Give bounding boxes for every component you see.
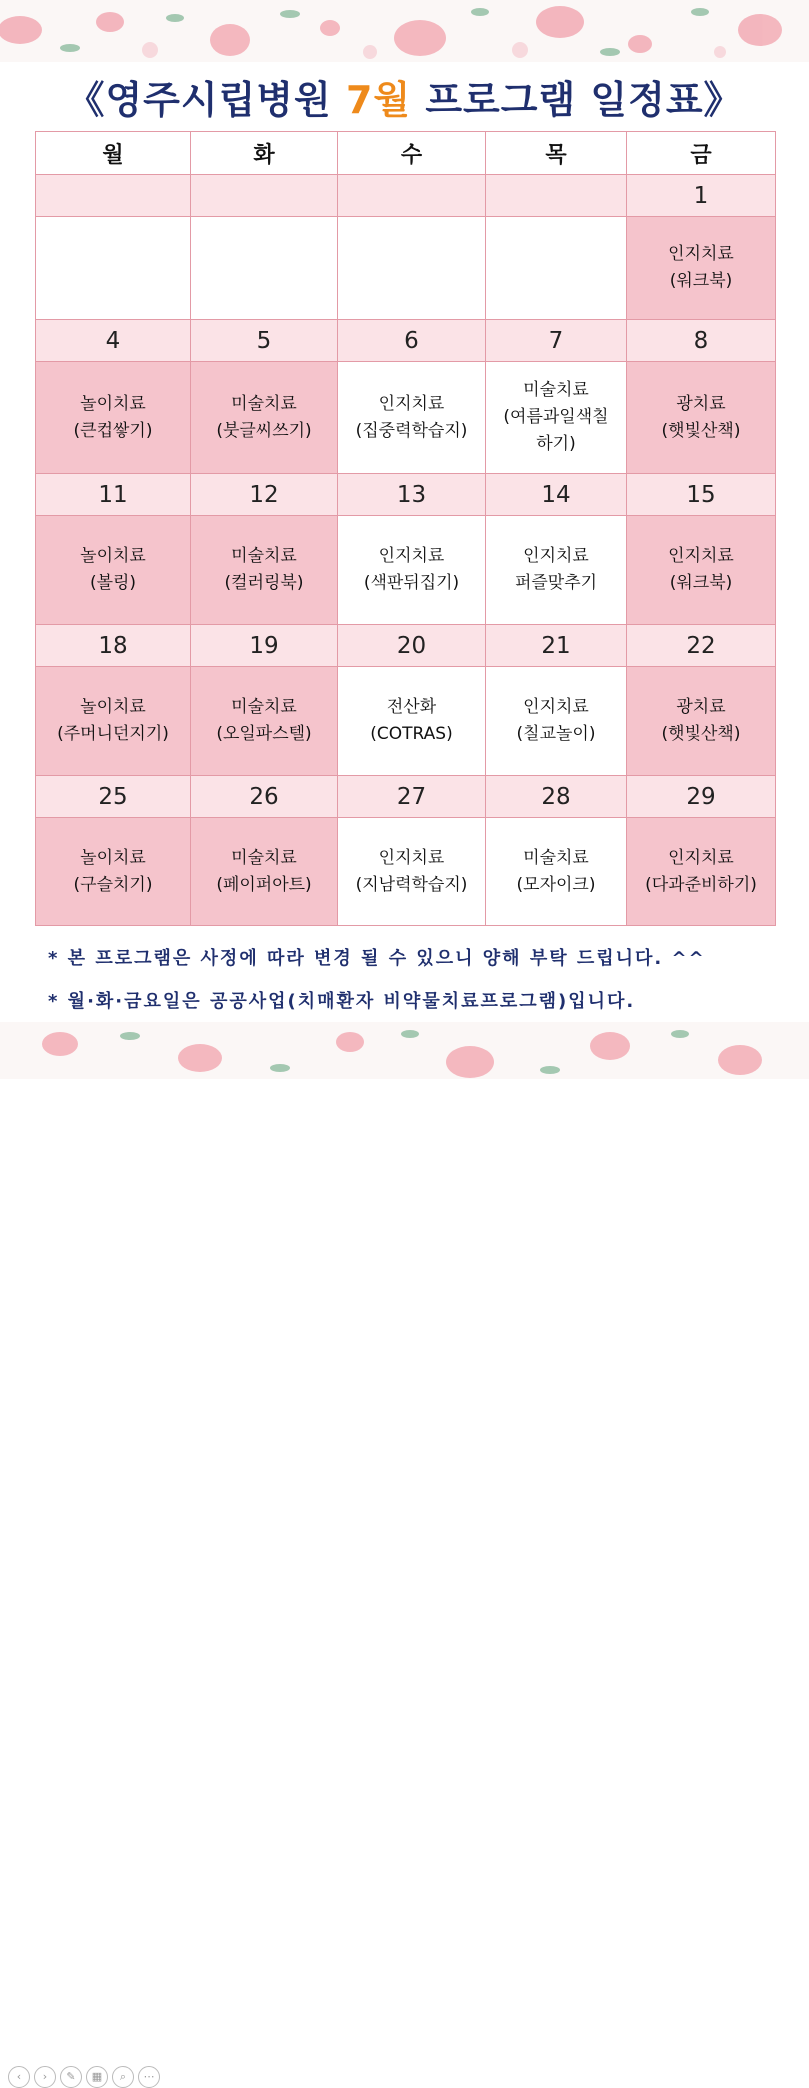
weekday-tue: 화 xyxy=(191,132,338,175)
date-cell: 15 xyxy=(627,474,776,516)
program-row xyxy=(36,362,776,474)
program-cell: 놀이치료 (주머니던지기) xyxy=(36,667,191,776)
date-cell: 11 xyxy=(36,474,191,516)
program-cell: 인지치료 (다과준비하기) xyxy=(627,818,776,926)
program-cell: 인지치료 (지남력학습지) xyxy=(338,818,486,926)
date-cell xyxy=(486,175,627,217)
date-cell: 19 xyxy=(191,625,338,667)
weekday-mon: 월 xyxy=(36,132,191,175)
program-cell xyxy=(36,217,191,320)
program-cell: 인지치료 (집중력학습지) xyxy=(338,362,486,474)
title-suffix: 프로그램 일정표》 xyxy=(411,78,743,122)
floral-footer-band xyxy=(0,1022,809,2083)
program-row xyxy=(36,818,776,926)
program-cell: 전산화 (COTRAS) xyxy=(338,667,486,776)
date-cell: 6 xyxy=(338,320,486,362)
program-cell: 인지치료 (워크북) xyxy=(627,217,776,320)
date-cell: 7 xyxy=(486,320,627,362)
date-cell: 13 xyxy=(338,474,486,516)
date-cell: 28 xyxy=(486,776,627,818)
weekday-header-row xyxy=(36,132,776,175)
date-cell: 4 xyxy=(36,320,191,362)
slide-controls xyxy=(8,2066,160,2088)
date-cell: 21 xyxy=(486,625,627,667)
program-cell: 놀이치료 (큰컵쌓기) xyxy=(36,362,191,474)
program-cell: 미술치료 (여름과일색칠 하기) xyxy=(486,362,627,474)
grid-icon[interactable]: ▦ xyxy=(86,2066,108,2088)
date-cell: 8 xyxy=(627,320,776,362)
date-cell: 14 xyxy=(486,474,627,516)
program-cell: 미술치료 (붓글씨쓰기) xyxy=(191,362,338,474)
date-cell: 27 xyxy=(338,776,486,818)
program-cell: 미술치료 (오일파스텔) xyxy=(191,667,338,776)
date-row xyxy=(36,776,776,818)
date-cell: 29 xyxy=(627,776,776,818)
program-cell: 광치료 (햇빛산책) xyxy=(627,667,776,776)
next-icon[interactable]: › xyxy=(34,2066,56,2088)
program-cell: 인지치료 (워크북) xyxy=(627,516,776,625)
weekday-thu: 목 xyxy=(486,132,627,175)
zoom-icon[interactable]: ⌕ xyxy=(112,2066,134,2088)
program-cell xyxy=(486,217,627,320)
more-icon[interactable]: ⋯ xyxy=(138,2066,160,2088)
program-cell: 미술치료 (컬러링북) xyxy=(191,516,338,625)
date-cell: 20 xyxy=(338,625,486,667)
floral-decoration-top xyxy=(0,0,809,62)
date-cell: 1 xyxy=(627,175,776,217)
title-prefix: 《영주시립병원 xyxy=(66,78,346,122)
program-row xyxy=(36,516,776,625)
weekday-wed: 수 xyxy=(338,132,486,175)
floral-header-band xyxy=(0,0,809,62)
date-row xyxy=(36,625,776,667)
date-row xyxy=(36,175,776,217)
schedule-table xyxy=(35,131,776,926)
floral-decoration-bottom xyxy=(0,1022,809,1079)
note-public-program: * 월·화·금요일은 공공사업(치매환자 비약물치료프로그램)입니다. xyxy=(48,991,636,1012)
page-title xyxy=(0,70,809,130)
date-cell: 26 xyxy=(191,776,338,818)
title-month: 7월 xyxy=(345,78,412,122)
program-cell: 놀이치료 (구슬치기) xyxy=(36,818,191,926)
note-schedule-change: * 본 프로그램은 사정에 따라 변경 될 수 있으니 양해 부탁 드립니다. ^^ xyxy=(48,948,706,969)
program-row xyxy=(36,667,776,776)
date-cell: 18 xyxy=(36,625,191,667)
weekday-fri: 금 xyxy=(627,132,776,175)
date-cell: 22 xyxy=(627,625,776,667)
date-cell: 12 xyxy=(191,474,338,516)
pen-icon[interactable]: ✎ xyxy=(60,2066,82,2088)
program-cell: 놀이치료 (볼링) xyxy=(36,516,191,625)
program-cell: 광치료 (햇빛산책) xyxy=(627,362,776,474)
program-cell: 미술치료 (모자이크) xyxy=(486,818,627,926)
program-cell: 인지치료 퍼즐맞추기 xyxy=(486,516,627,625)
program-row xyxy=(36,217,776,320)
program-cell xyxy=(338,217,486,320)
date-cell xyxy=(338,175,486,217)
program-cell: 미술치료 (페이퍼아트) xyxy=(191,818,338,926)
prev-icon[interactable]: ‹ xyxy=(8,2066,30,2088)
program-cell xyxy=(191,217,338,320)
date-row xyxy=(36,320,776,362)
program-cell: 인지치료 (칠교놀이) xyxy=(486,667,627,776)
program-cell: 인지치료 (색판뒤집기) xyxy=(338,516,486,625)
date-cell: 5 xyxy=(191,320,338,362)
date-cell xyxy=(191,175,338,217)
date-cell xyxy=(36,175,191,217)
date-cell: 25 xyxy=(36,776,191,818)
date-row xyxy=(36,474,776,516)
